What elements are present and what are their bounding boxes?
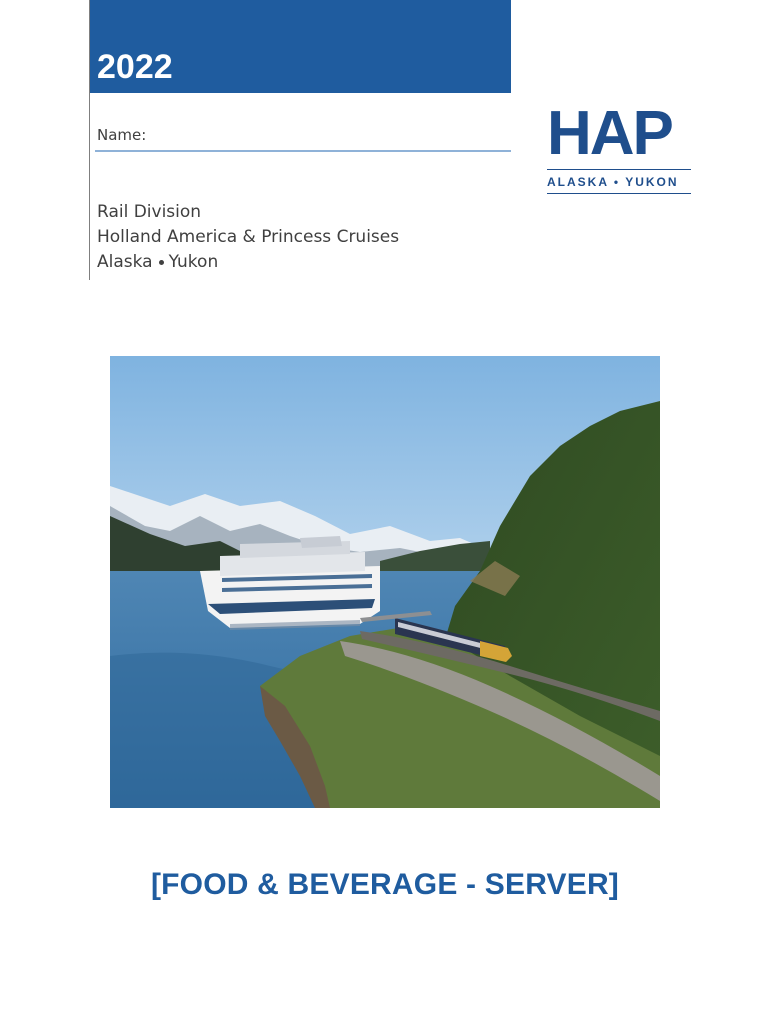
region-alaska: Alaska — [97, 252, 153, 272]
job-title: [FOOD & BEVERAGE - SERVER] — [150, 868, 620, 901]
name-underline — [95, 150, 511, 152]
left-rule — [89, 0, 90, 280]
subtitle-division: Rail Division — [97, 202, 202, 222]
region-yukon: Yukon — [168, 252, 219, 272]
logo-tagline: ALASKA • YUKON — [547, 175, 679, 189]
cruise-ship-and-train-photo — [110, 356, 660, 808]
subtitle-region — [97, 250, 218, 274]
year-text: 2022 — [97, 48, 173, 86]
logo-rule-top — [547, 169, 691, 170]
name-label: Name: — [97, 126, 147, 144]
year-banner — [90, 0, 511, 93]
hap-logo — [545, 99, 693, 196]
logo-rule-bottom — [547, 193, 691, 194]
bullet-icon — [159, 260, 164, 265]
logo-wordmark: HAP — [547, 99, 672, 168]
subtitle-company: Holland America & Princess Cruises — [97, 227, 400, 247]
